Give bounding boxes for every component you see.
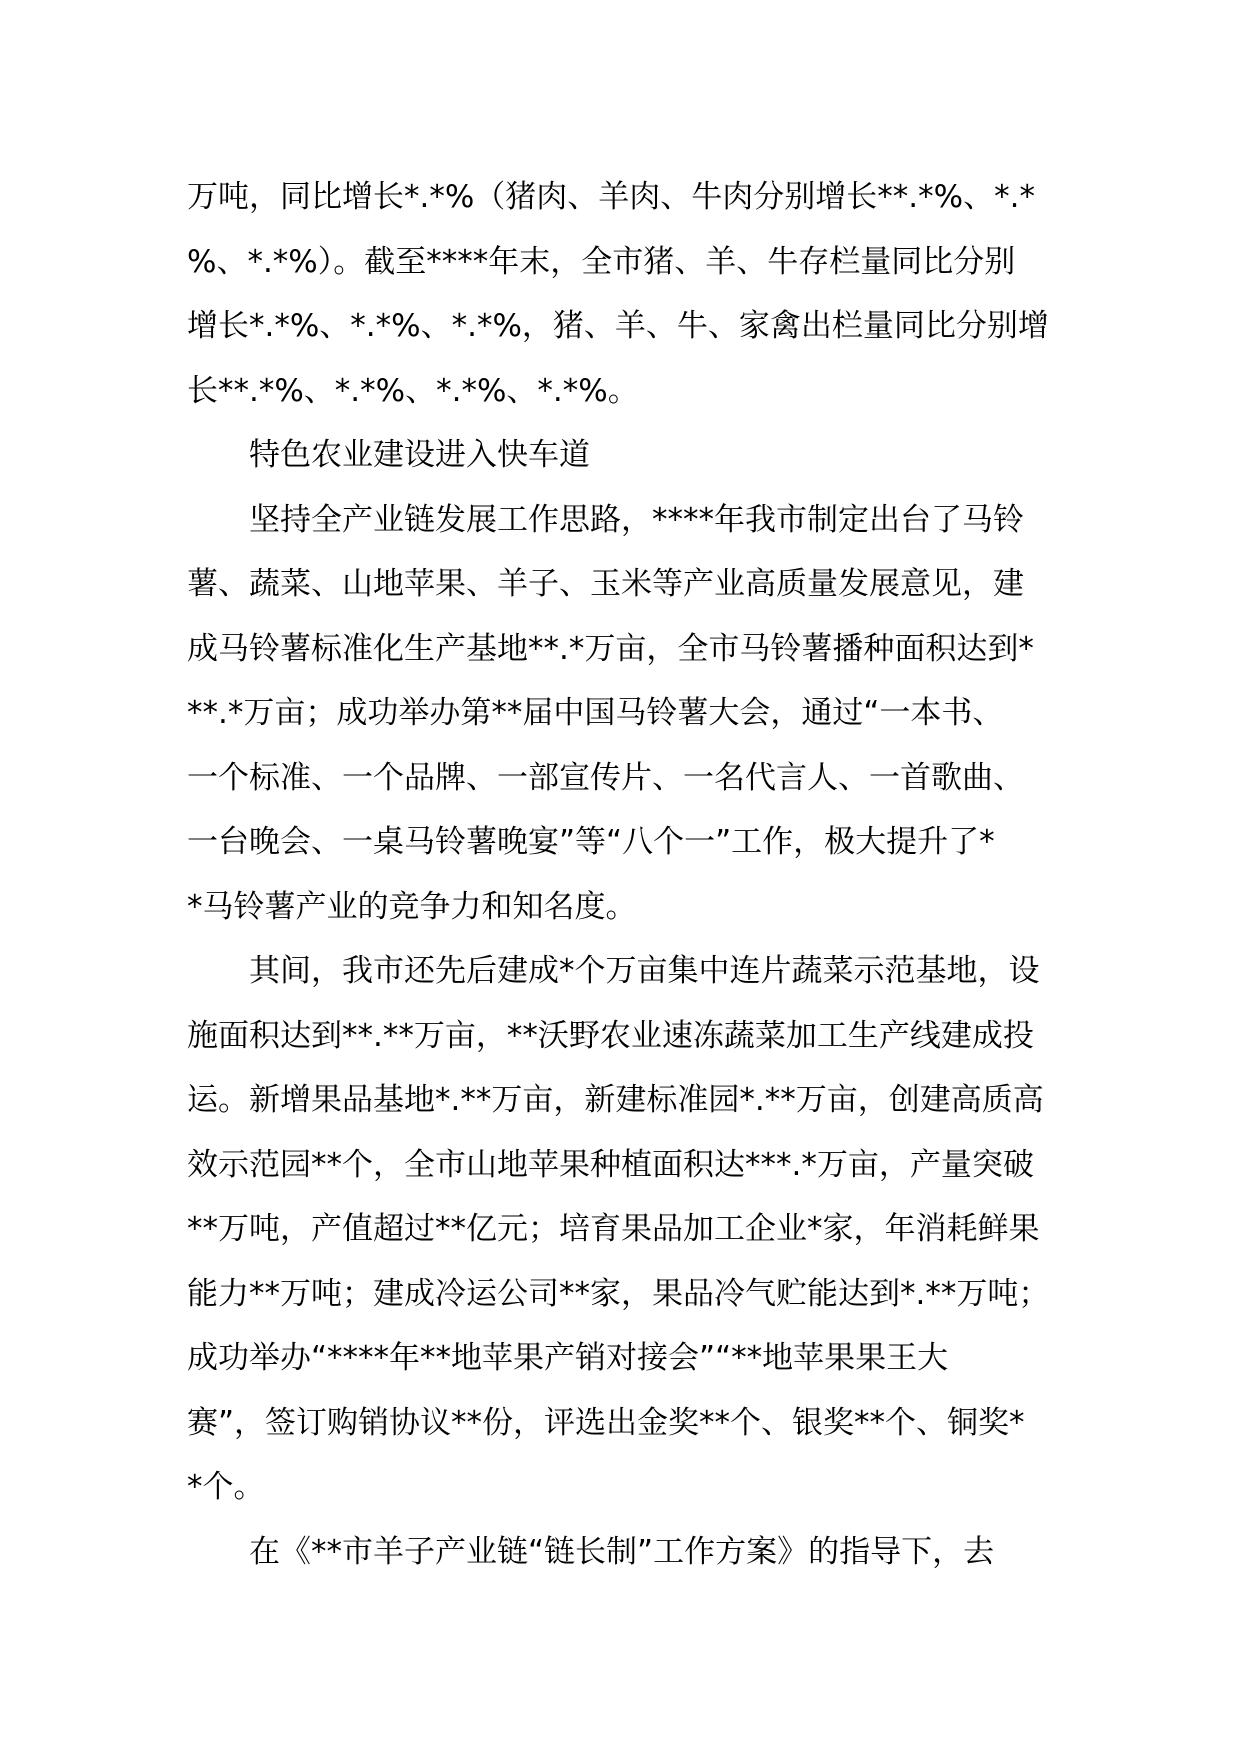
document-body [187, 165, 1067, 1584]
text-line: **万吨，产值超过**亿元；培育果品加工企业*家，年消耗鲜果 [187, 1211, 1040, 1247]
text-line: %、*.*%）。截至****年末，全市猪、羊、牛存栏量同比分别 [187, 243, 1016, 280]
text-line: 在《**市羊子产业链“链长制”工作方案》的指导下，去 [249, 1533, 995, 1570]
text-line: 一台晚会、一桌马铃薯晚宴”等“八个一”工作，极大提升了* [187, 824, 995, 860]
section-heading: 特色农业建设进入快车道 [249, 437, 590, 473]
text-line: 长**.*%、*.*%、*.*%、*.*%。 [187, 372, 639, 409]
text-line: 效示范园**个，全市山地苹果种植面积达***.*万亩，产量突破 [187, 1146, 1034, 1183]
text-line: *个。 [187, 1469, 265, 1505]
text-line: 坚持全产业链发展工作思路，****年我市制定出台了马铃 [249, 501, 1024, 538]
text-line: 其间，我市还先后建成*个万亩集中连片蔬菜示范基地，设 [249, 953, 1040, 989]
text-line: 能力**万吨；建成冷运公司**家，果品冷气贮能达到*.**万吨； [187, 1275, 1050, 1312]
text-line: 赛”，签订购销协议**份，评选出金奖**个、银奖**个、铜奖* [187, 1404, 1025, 1441]
text-line: *马铃薯产业的竞争力和知名度。 [187, 888, 637, 925]
text-line: **.*万亩；成功举办第**届中国马铃薯大会，通过“一本书、 [187, 695, 1004, 731]
text-line: 施面积达到**.**万亩，**沃野农业速冻蔬菜加工生产线建成投 [187, 1017, 1034, 1054]
text-line: 增长*.*%、*.*%、*.*%，猪、羊、牛、家禽出栏量同比分别增 [187, 308, 1049, 344]
text-line: 薯、蔬菜、山地苹果、羊子、玉米等产业高质量发展意见，建 [187, 566, 1024, 602]
text-line: 运。新增果品基地*.**万亩，新建标准园*.**万亩，创建高质高 [187, 1082, 1044, 1118]
text-line: 成马铃薯标准化生产基地**.*万亩，全市马铃薯播种面积达到* [187, 630, 1034, 667]
text-line: 万吨，同比增长*.*%（猪肉、羊肉、牛肉分别增长**.*%、*.* [187, 179, 1035, 215]
text-line: 一个标准、一个品牌、一部宣传片、一名代言人、一首歌曲、 [187, 759, 1024, 796]
text-line: 成功举办“****年**地苹果产销对接会”“**地苹果果王大 [187, 1340, 949, 1376]
